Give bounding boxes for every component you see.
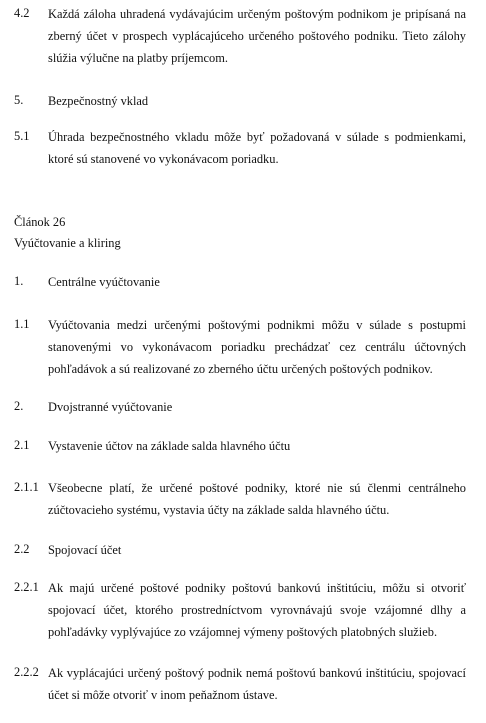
- paragraph-number: 1.1: [14, 317, 30, 331]
- heading-1: [14, 271, 466, 293]
- section-title: Dvojstranné vyúčtovanie: [48, 400, 173, 414]
- paragraph-number: 2.1.1: [14, 480, 39, 494]
- section-title: Centrálne vyúčtovanie: [48, 275, 160, 289]
- paragraph-2-1-1: [14, 477, 466, 521]
- paragraph-text: Úhrada bezpečnostného vkladu môže byť požadovaná v súlade s podmienkami, ktoré sú stanovené vo vykonávacom poriadku.: [48, 130, 466, 166]
- heading-5: [14, 90, 466, 112]
- heading-2-2: [14, 539, 466, 561]
- paragraph-text: Všeobecne platí, že určené poštové podniky, ktoré nie sú členmi centrálneho zúčtovacieho systému, vystavia účty na základe salda hlavného účtu.: [48, 481, 466, 517]
- section-number: 5.: [14, 93, 24, 107]
- paragraph-number: 2.2.2: [14, 665, 39, 679]
- section-number: 2.: [14, 399, 24, 413]
- heading-2-1: [14, 435, 466, 457]
- article-number: Článok 26: [14, 215, 66, 229]
- section-number: 2.2: [14, 542, 30, 556]
- section-title: Bezpečnostný vklad: [48, 94, 149, 108]
- section-number: 1.: [14, 274, 24, 288]
- paragraph-number: 4.2: [14, 6, 30, 20]
- section-number: 2.1: [14, 438, 30, 452]
- paragraph-5-1: [14, 126, 466, 170]
- paragraph-2-2-2: [14, 662, 466, 706]
- paragraph-4-2: [14, 3, 466, 69]
- section-title: Vystavenie účtov na základe salda hlavného účtu: [48, 439, 291, 453]
- paragraph-text: Ak vyplácajúci určený poštový podnik nemá poštovú bankovú inštitúciu, spojovací účet si môže otvoriť v inom peňažnom ústave.: [48, 666, 466, 702]
- paragraph-2-2-1: [14, 577, 466, 643]
- article-title: Vyúčtovanie a kliring: [14, 236, 121, 250]
- section-title: Spojovací účet: [48, 543, 122, 557]
- paragraph-1-1: [14, 314, 466, 380]
- paragraph-number: 5.1: [14, 129, 30, 143]
- heading-2: [14, 396, 466, 418]
- paragraph-number: 2.2.1: [14, 580, 39, 594]
- paragraph-text: Každá záloha uhradená vydávajúcim určeným poštovým podnikom je pripísaná na zberný účet v prospech vyplácajúceho určeného poštového podniku. Tieto zálohy slúžia výlučne na platby príjemcom.: [48, 7, 466, 65]
- paragraph-text: Ak majú určené poštové podniky poštovú bankovú inštitúciu, môžu si otvoriť spojovací účet, ktorého prostredníctvom vyrovnávajú svoje vzájomné dlhy a pohľadávky vyplývajúce zo vzájomnej výmeny poštových platobných služieb.: [48, 581, 466, 639]
- paragraph-text: Vyúčtovania medzi určenými poštovými podnikmi môžu v súlade s postupmi stanovenými vo vykonávacom poriadku prechádzať cez centrálu účtovných pohľadávok a sú realizované zo zberného účtu určených poštových podnikov.: [48, 318, 466, 376]
